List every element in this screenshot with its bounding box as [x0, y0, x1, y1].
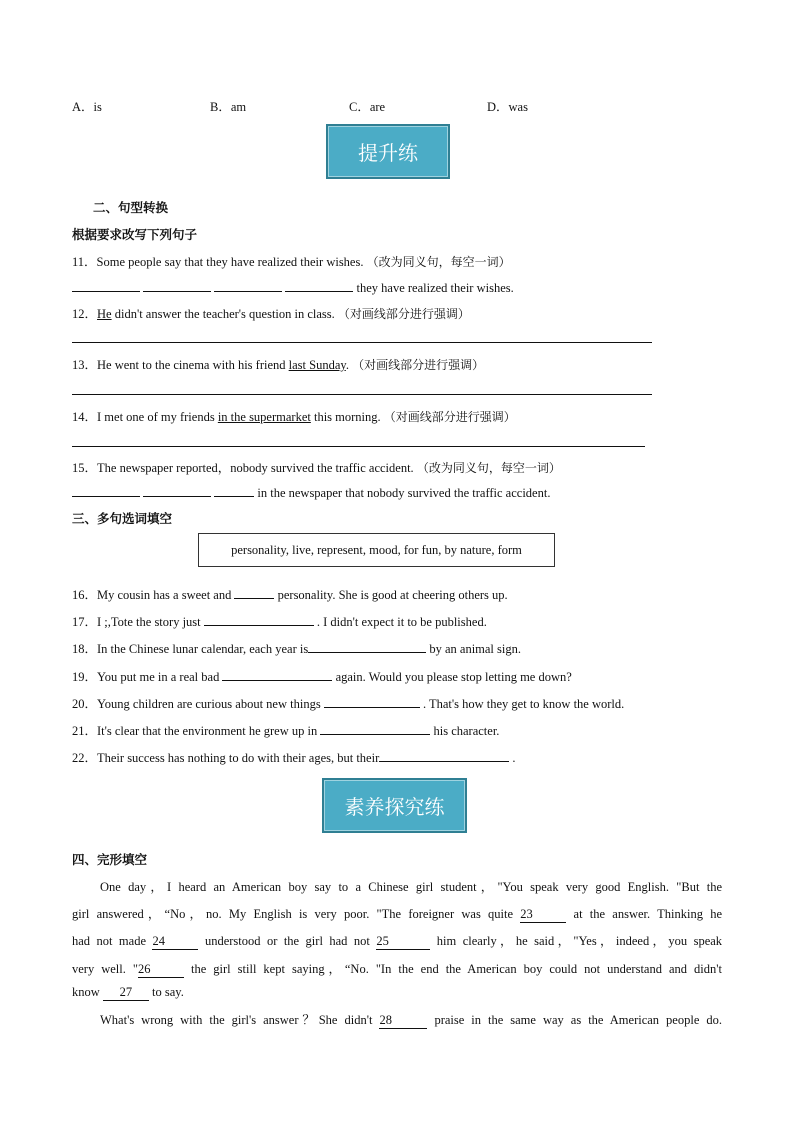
question-13: 13．He went to the cinema with his friend last Sunday. （对画线部分进行强调）: [72, 358, 485, 372]
cloze-line-6: What's wrong with the girl's answer？She didn't 28 praise in the same way as the American people do.: [100, 1013, 722, 1027]
cloze-blank[interactable]: 28: [379, 1013, 427, 1029]
answer-line-12[interactable]: [72, 342, 652, 343]
question-22: 22．Their success has nothing to do with their ages, but their .: [72, 751, 516, 765]
question-12: 12．He didn't answer the teacher's question in class. （对画线部分进行强调）: [72, 307, 470, 321]
cloze-line-5: know 27 to say.: [72, 985, 184, 999]
question-18: 18．In the Chinese lunar calendar, each year is by an animal sign.: [72, 642, 521, 656]
question-19: 19．You put me in a real bad again. Would you please stop letting me down?: [72, 670, 572, 684]
option-c: C．are: [349, 100, 386, 114]
answer-line-14[interactable]: [72, 446, 645, 447]
answer-blank[interactable]: [143, 279, 211, 292]
option-b: B．am: [210, 100, 247, 114]
answer-blank[interactable]: [214, 484, 254, 497]
question-11: 11．Some people say that they have realized their wishes. （改为同义句，每空一词）: [72, 255, 511, 269]
question-15-answer: in the newspaper that nobody survived the traffic accident.: [72, 484, 550, 501]
answer-blank[interactable]: [285, 279, 353, 292]
question-17: 17．I ;,Tote the story just . I didn't expect it to be published.: [72, 615, 487, 629]
cloze-blank[interactable]: 24: [152, 934, 198, 950]
q11-note: （改为同义句，每空一词）: [366, 255, 511, 269]
cloze-blank[interactable]: 27: [103, 985, 149, 1001]
section2-heading: 二、句型转换: [93, 200, 169, 215]
section2-instruction: 根据要求改写下列句子: [72, 227, 198, 242]
answer-blank[interactable]: [320, 722, 430, 735]
banner-inquiry: 素养探究练: [322, 778, 467, 833]
question-16: 16．My cousin has a sweet and personality. She is good at cheering others up.: [72, 588, 508, 602]
word-bank: personality, live, represent, mood, for fun, by nature, form: [198, 533, 555, 567]
option-d: D．was: [487, 100, 528, 114]
section3-heading: 三、多句选词填空: [72, 511, 173, 526]
answer-blank[interactable]: [72, 484, 140, 497]
question-11-answer: they have realized their wishes.: [72, 279, 514, 296]
question-20: 20．Young children are curious about new things . That's how they get to know the world.: [72, 697, 625, 711]
banner-improve: 提升练: [326, 124, 450, 179]
answer-blank[interactable]: [214, 279, 282, 292]
answer-blank[interactable]: [379, 749, 509, 762]
answer-blank[interactable]: [143, 484, 211, 497]
cloze-blank[interactable]: 25: [376, 934, 430, 950]
answer-blank[interactable]: [72, 279, 140, 292]
question-14: 14．I met one of my friends in the supermarket this morning. （对画线部分进行强调）: [72, 410, 516, 424]
answer-blank[interactable]: [324, 695, 420, 708]
cloze-line-1: One day，I heard an American boy say to a Chinese girl student，"You speak very good English. "But the: [100, 880, 722, 894]
option-a: A．is: [72, 100, 102, 114]
cloze-blank[interactable]: 23: [520, 907, 566, 923]
cloze-blank[interactable]: 26: [138, 962, 184, 978]
answer-line-13[interactable]: [72, 394, 652, 395]
cloze-line-3: had not made 24 understood or the girl had not 25 him clearly，he said，"Yes，indeed，you speak: [72, 934, 723, 948]
section4-heading: 四、完形填空: [72, 852, 148, 867]
answer-blank[interactable]: [204, 613, 314, 626]
answer-blank[interactable]: [234, 586, 274, 599]
question-21: 21．It's clear that the environment he grew up in his character.: [72, 724, 500, 738]
answer-blank[interactable]: [308, 640, 426, 653]
cloze-line-4: very well. "26 the girl still kept saying，“No. "In the end the American boy could not understand and didn't: [72, 962, 722, 976]
question-15: 15．The newspaper reported，nobody survived the traffic accident. （改为同义句，每空一词）: [72, 461, 561, 475]
cloze-line-2: girl answered，“No，no. My English is very poor. "The foreigner was quite 23 at the answer. Thinking he: [72, 907, 723, 921]
answer-blank[interactable]: [222, 668, 332, 681]
